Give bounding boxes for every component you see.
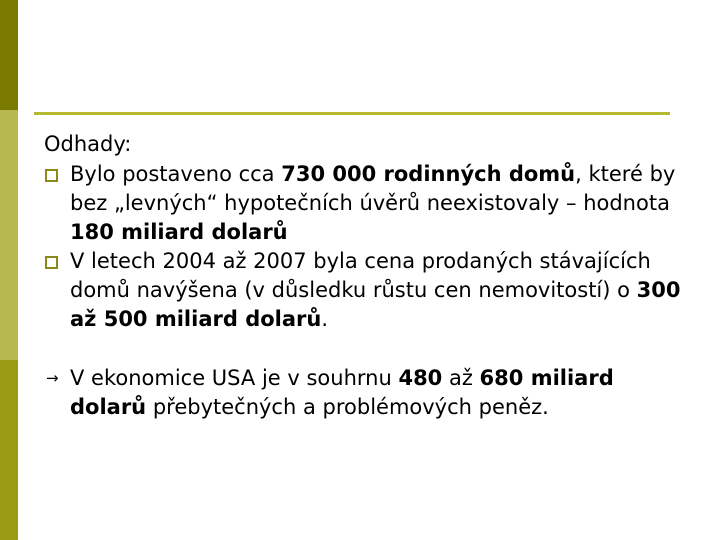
side-bar-bottom (0, 360, 18, 540)
bullet-item-2 (44, 247, 694, 334)
bullet-1-text-2: , které by bez „levných“ hypotečních úvěrů neexistovaly – hodnota (70, 162, 676, 215)
spacer (44, 334, 694, 364)
square-bullet-icon (45, 256, 58, 269)
conclusion-bold-2: 680 miliard dolarů (70, 366, 614, 419)
bullet-2-text-1: V letech 2004 až 2007 byla cena prodaných stávajících domů navýšena (v důsledku růstu cen nemovitostí) o (70, 249, 651, 302)
right-arrow-icon: → (46, 369, 59, 387)
heading: Odhady: (44, 132, 132, 156)
bullet-item-1 (44, 160, 694, 247)
square-bullet-icon (45, 169, 58, 182)
bullet-1-bold-1: 730 000 rodinných domů (281, 162, 576, 186)
side-bar-middle (0, 110, 18, 360)
slide-body (44, 130, 694, 422)
conclusion-text-3: přebytečných a problémových peněz. (146, 395, 549, 419)
side-bar-top (0, 0, 18, 110)
bullet-1-bold-2: 180 miliard dolarů (70, 220, 288, 244)
conclusion-text-2: až (442, 366, 480, 390)
bullet-1-text-1: Bylo postaveno cca (70, 162, 282, 186)
title-divider (34, 112, 670, 115)
conclusion-text-1: V ekonomice USA je v souhrnu (70, 366, 399, 390)
bullet-2-text-2: . (321, 307, 329, 331)
bullet-2-bold-1: 300 až 500 miliard dolarů (70, 278, 681, 331)
conclusion-bold-1: 480 (398, 366, 443, 390)
conclusion-item (44, 364, 694, 422)
